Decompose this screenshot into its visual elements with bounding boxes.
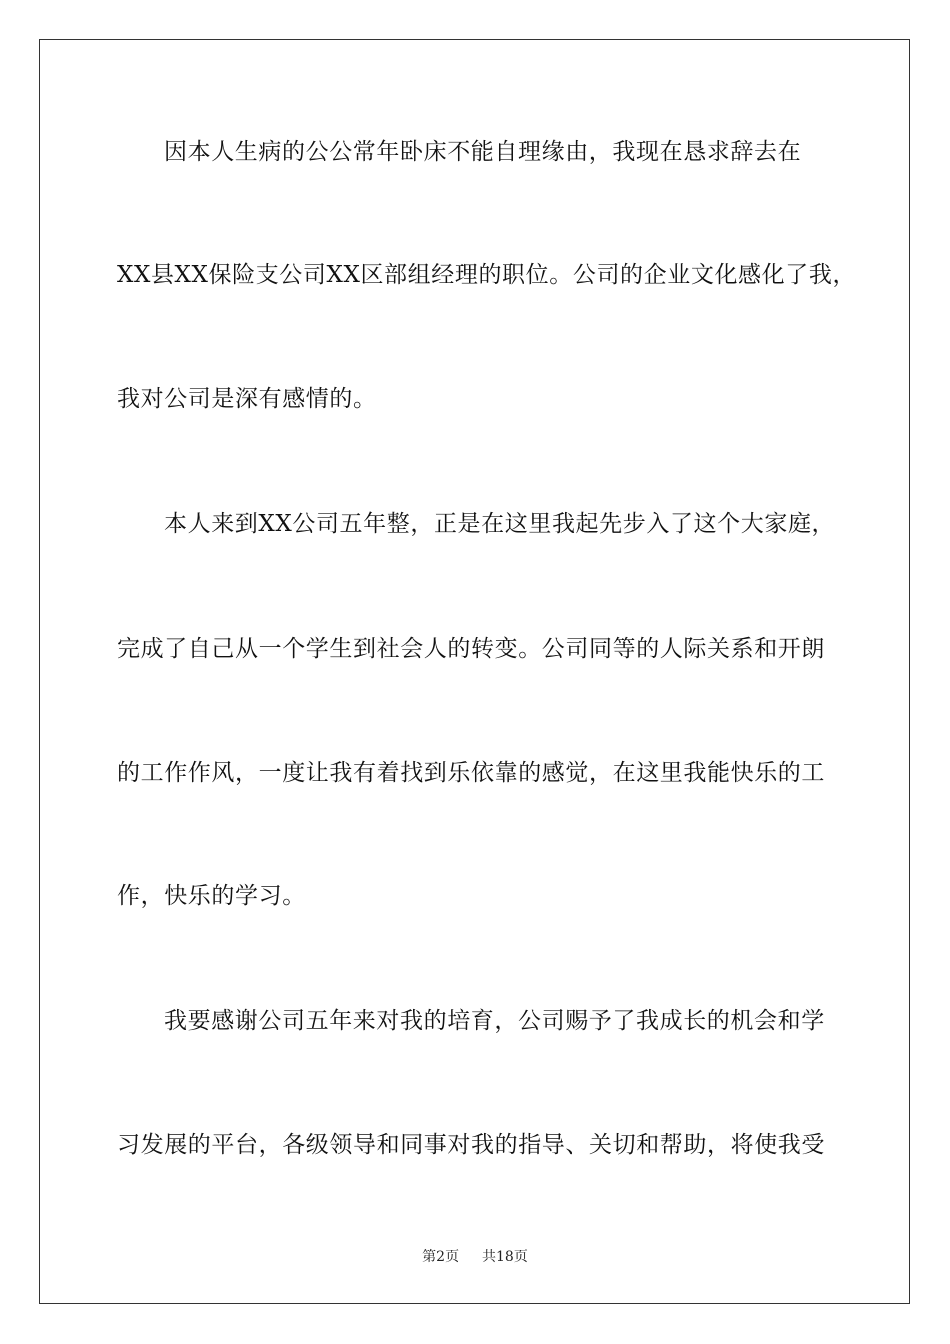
paragraph-2-line-3: 的工作作风，一度让我有着找到乐依靠的感觉，在这里我能快乐的工	[117, 760, 825, 786]
paragraph-1-line-2: XX县XX保险支公司XX区部组经理的职位。公司的企业文化感化了我，	[117, 262, 857, 288]
paragraph-1-line-1: 因本人生病的公公常年卧床不能自理缘由，我现在恳求辞去在	[164, 139, 802, 165]
paragraph-3-line-2: 习发展的平台，各级领导和同事对我的指导、关切和帮助，将使我受	[117, 1132, 825, 1158]
page-frame	[39, 39, 910, 1304]
paragraph-2-line-4: 作，快乐的学习。	[117, 883, 306, 909]
page-number-total: 共18页	[482, 1249, 528, 1265]
paragraph-2-line-2: 完成了自己从一个学生到社会人的转变。公司同等的人际关系和开朗	[117, 636, 825, 662]
page-number-current: 第2页	[422, 1249, 460, 1265]
paragraph-3-line-1: 我要感谢公司五年来对我的培育，公司赐予了我成长的机会和学	[164, 1008, 825, 1034]
page-footer	[0, 1247, 950, 1267]
paragraph-2-line-1: 本人来到XX公司五年整，正是在这里我起先步入了这个大家庭，	[164, 511, 836, 537]
paragraph-1-line-3: 我对公司是深有感情的。	[117, 386, 377, 412]
